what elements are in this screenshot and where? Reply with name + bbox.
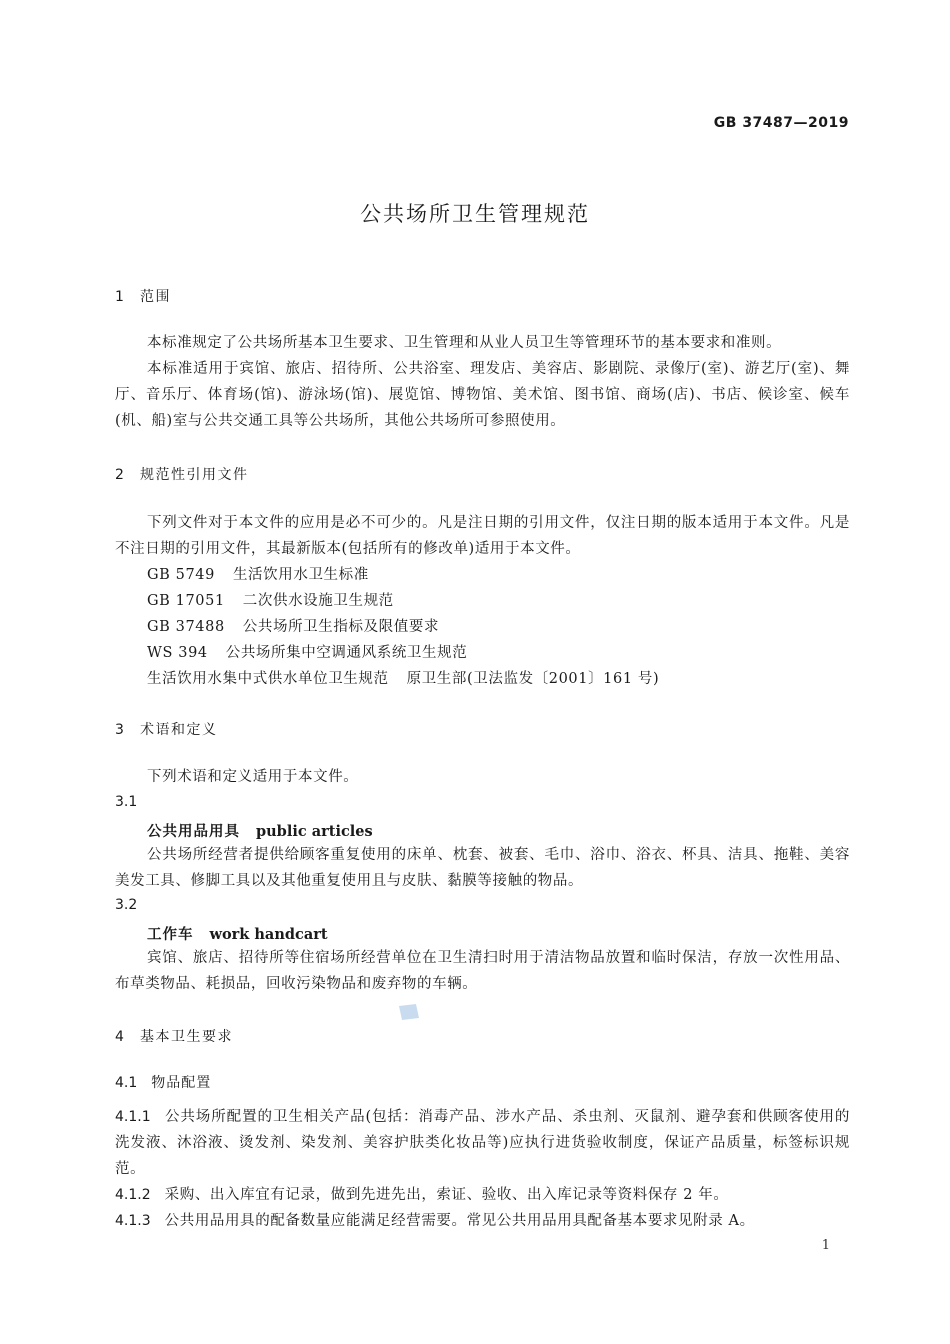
clause-number: 4.1.3 [115, 1213, 151, 1229]
subsection-number: 4.1 [115, 1075, 138, 1091]
reference-code: WS 394 [147, 645, 208, 661]
term-zh: 工作车 [147, 927, 194, 943]
reference-code: 生活饮用水集中式供水单位卫生规范 [147, 671, 389, 687]
reference-title: 原卫生部(卫法监发〔2001〕161 号) [406, 671, 660, 687]
document-title: 公共场所卫生管理规范 [360, 202, 590, 226]
section-4-heading [115, 1026, 233, 1046]
term-en: public articles [256, 823, 373, 840]
term-definition: 公共场所经营者提供给顾客重复使用的床单、枕套、被套、毛巾、浴巾、浴衣、杯具、洁具、拖鞋、美容美发工具、修脚工具以及其他重复使用且与皮肤、黏膜等接触的物品。 [115, 847, 850, 889]
term-heading [147, 820, 373, 841]
term-clause-number: 3.2 [115, 897, 138, 913]
paragraph: 本标准规定了公共场所基本卫生要求、卫生管理和从业人员卫生等管理环节的基本要求和准则。 [147, 335, 782, 351]
section-title: 术语和定义 [140, 722, 218, 738]
term-definition: 宾馆、旅店、招待所等住宿场所经营单位在卫生清扫时用于清洁物品放置和临时保洁，存放一次性用品、布草类物品、耗损品，回收污染物品和废弃物的车辆。 [115, 950, 850, 992]
clause-text: 公共场所配置的卫生相关产品(包括：消毒产品、涉水产品、杀虫剂、灭鼠剂、避孕套和供顾客使用的洗发液、沐浴液、烫发剂、染发剂、美容护肤类化妆品等)应执行进货验收制度，保证产品质量，标签标识规范。 [115, 1109, 850, 1177]
term-heading [147, 923, 328, 944]
subsection-title: 物品配置 [151, 1075, 212, 1091]
reference-title: 二次供水设施卫生规范 [242, 593, 394, 609]
watermark-logo-icon [396, 1002, 422, 1022]
section-1-heading [115, 286, 171, 306]
clause-text: 采购、出入库宜有记录，做到先进先出，索证、验收、出入库记录等资料保存 2 年。 [164, 1187, 729, 1203]
clause-number: 4.1.2 [115, 1187, 151, 1203]
reference-code: GB 5749 [147, 567, 215, 583]
paragraph: 下列术语和定义适用于本文件。 [147, 769, 359, 785]
section-title: 基本卫生要求 [140, 1029, 233, 1045]
reference-item [147, 666, 659, 692]
section-number: 2 [115, 467, 124, 483]
reference-code: GB 17051 [147, 593, 225, 609]
subsection-4-1-heading [115, 1072, 211, 1092]
section-2-heading [115, 464, 249, 484]
reference-title: 生活饮用水卫生标准 [232, 567, 369, 583]
clause-item [115, 1104, 850, 1182]
section-title: 范围 [140, 289, 171, 305]
clause-text: 公共用品用具的配备数量应能满足经营需要。常见公共用品用具配备基本要求见附录 A。 [164, 1213, 755, 1229]
section-title: 规范性引用文件 [140, 467, 249, 483]
page-number: 1 [821, 1238, 830, 1253]
paragraph: 下列文件对于本文件的应用是必不可少的。凡是注日期的引用文件，仅注日期的版本适用于本文件。凡是不注日期的引用文件，其最新版本(包括所有的修改单)适用于本文件。 [115, 515, 850, 557]
reference-item [147, 562, 369, 588]
section-3-heading [115, 719, 218, 739]
standard-number: GB 37487—2019 [713, 115, 849, 131]
section-number: 3 [115, 722, 124, 738]
reference-item [147, 588, 394, 614]
term-en: work handcart [209, 926, 328, 943]
reference-title: 公共场所集中空调通风系统卫生规范 [225, 645, 468, 661]
clause-item [115, 1208, 850, 1234]
section-number: 4 [115, 1029, 124, 1045]
reference-item [147, 614, 439, 640]
section-number: 1 [115, 289, 124, 305]
term-zh: 公共用品用具 [147, 824, 240, 840]
clause-item [115, 1182, 850, 1208]
reference-title: 公共场所卫生指标及限值要求 [242, 619, 440, 635]
reference-code: GB 37488 [147, 619, 225, 635]
paragraph: 本标准适用于宾馆、旅店、招待所、公共浴室、理发店、美容店、影剧院、录像厅(室)、游艺厅(室)、舞厅、音乐厅、体育场(馆)、游泳场(馆)、展览馆、博物馆、美术馆、图书馆、商场(店)、书店、候诊室、候车(机、船)室与公共交通工具等公共场所，其他公共场所可参照使用。 [115, 361, 850, 429]
term-clause-number: 3.1 [115, 794, 138, 810]
reference-item [147, 640, 467, 666]
clause-number: 4.1.1 [115, 1109, 151, 1125]
